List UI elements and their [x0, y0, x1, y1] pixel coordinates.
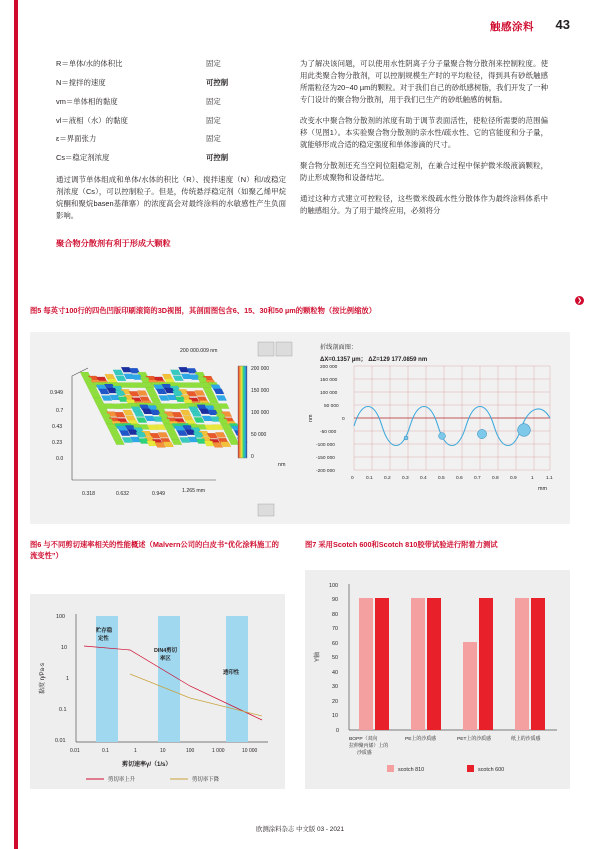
svg-text:0.01: 0.01 — [55, 738, 66, 744]
svg-text:率区: 率区 — [160, 656, 171, 662]
svg-text:nm: nm — [278, 462, 286, 468]
svg-text:定性: 定性 — [98, 636, 109, 642]
equation-value: 可控制 — [206, 77, 229, 87]
svg-text:scotch 810: scotch 810 — [398, 767, 425, 773]
svg-text:40: 40 — [332, 670, 338, 676]
svg-text:200 000: 200 000 — [320, 365, 338, 370]
profile-title: 折线剖面图： — [320, 344, 358, 351]
svg-text:0.632: 0.632 — [116, 491, 129, 497]
colorbar-max-label: 200 000.009 nm — [180, 348, 218, 354]
equation-value: 可控制 — [206, 153, 229, 163]
svg-text:90: 90 — [332, 597, 338, 603]
surface-3d-svg — [30, 332, 302, 524]
right-column — [300, 58, 548, 226]
svg-text:0.949: 0.949 — [50, 390, 63, 396]
svg-text:nm: nm — [308, 414, 314, 422]
svg-text:0.318: 0.318 — [82, 491, 95, 497]
svg-text:1.1: 1.1 — [546, 476, 553, 481]
svg-text:10 000: 10 000 — [242, 748, 258, 754]
equation-term: ε＝界面张力 — [56, 134, 97, 144]
left-accent-bar — [14, 0, 18, 849]
svg-text:100: 100 — [329, 583, 338, 589]
svg-text:0.1: 0.1 — [102, 748, 109, 754]
body-paragraph: 改变水中聚合物分散剂的浓度有助于调节表面活性，使粒径所需要的范围偏移（见图1）。本实验聚合物分散剂的亲水性/疏水性、它的官能度和分子量，就能够形成合适的稳定强度和单体渗滴的尺寸。 — [300, 115, 548, 149]
page-header — [0, 0, 600, 40]
page-number: 43 — [555, 17, 570, 32]
body-paragraph: 通过调节单体组成和单体/水体的积比（R）、搅拌速度（N）和/或稳定剂浓度（Cs），可以控制粒子。但是，传统悬浮稳定剂（如聚乙烯甲烷烷酮和聚烷basen基葎寨）的浓度高会对最终涂料的水敏感性产生负面影响。 — [56, 175, 286, 221]
svg-text:50: 50 — [332, 655, 338, 661]
svg-text:10: 10 — [160, 748, 166, 754]
svg-text:0.4: 0.4 — [420, 476, 427, 481]
svg-text:50 000: 50 000 — [324, 404, 339, 409]
svg-text:0.43: 0.43 — [52, 424, 63, 430]
svg-text:100: 100 — [56, 614, 65, 620]
figure-7-chart — [305, 570, 570, 789]
bar-storage-stability — [96, 616, 118, 742]
figure-5-caption: 图5 每英寸100行的四色凹版印刷滚筒的3D视图，其剖面图包含6、15、30和50 µm的颗粒物（按比例缩放） — [30, 306, 376, 315]
svg-text:剪切率上升: 剪切率上升 — [108, 777, 135, 783]
svg-text:10: 10 — [61, 645, 67, 651]
bar-pet-810 — [463, 642, 477, 730]
svg-text:剪切率下降: 剪切率下降 — [192, 777, 219, 783]
bar-print-through — [226, 616, 248, 742]
svg-text:70: 70 — [332, 626, 338, 632]
svg-text:1: 1 — [531, 476, 534, 481]
svg-text:1 000: 1 000 — [212, 748, 225, 754]
svg-text:0.23: 0.23 — [52, 440, 63, 446]
figure-6-chart — [30, 594, 285, 789]
svg-text:0.2: 0.2 — [384, 476, 391, 481]
equation-row — [56, 115, 286, 127]
continue-arrow-icon: ❯ — [576, 298, 583, 304]
svg-text:100: 100 — [186, 748, 195, 754]
figure-7-caption: 图7 采用Scotch 600和Scotch 810胶带试验进行附着力测试 — [305, 540, 498, 549]
svg-text:-200 000: -200 000 — [316, 469, 335, 474]
svg-text:BOPP（双向: BOPP（双向 — [349, 737, 378, 742]
footer-text: 欧测涂料杂志 中文版 03 - 2021 — [255, 826, 345, 833]
profile-values: ΔX=0.1357 µm； ΔZ=129 177.0859 nm — [320, 357, 428, 363]
svg-text:拉伸聚丙烯）上的: 拉伸聚丙烯）上的 — [349, 744, 389, 749]
svg-text:1: 1 — [134, 748, 137, 754]
svg-text:沙质感: 沙质感 — [357, 751, 372, 756]
equation-value: 固定 — [206, 134, 221, 144]
svg-text:20: 20 — [332, 699, 338, 705]
equation-value: 固定 — [206, 96, 221, 106]
svg-text:150 000: 150 000 — [251, 388, 270, 394]
equation-term: N＝搅拌的速度 — [56, 77, 106, 87]
svg-text:0.949: 0.949 — [152, 491, 165, 497]
svg-text:0.9: 0.9 — [510, 476, 517, 481]
svg-text:黏度 η/Pa·s: 黏度 η/Pa·s — [40, 662, 46, 694]
svg-text:剪切速率γ/（1/s）: 剪切速率γ/（1/s） — [122, 762, 172, 768]
svg-text:0.8: 0.8 — [492, 476, 499, 481]
equation-row — [56, 133, 286, 145]
svg-text:-150 000: -150 000 — [316, 456, 335, 461]
svg-text:mm: mm — [538, 486, 547, 492]
bar-paper-600 — [531, 598, 545, 730]
svg-text:200 000: 200 000 — [251, 366, 270, 372]
equation-row — [56, 96, 286, 108]
svg-text:透印性: 透印性 — [223, 670, 240, 676]
svg-text:Y轴: Y轴 — [315, 651, 321, 662]
svg-text:1.265 mm: 1.265 mm — [182, 488, 206, 494]
page-footer — [0, 824, 600, 833]
svg-text:0.0: 0.0 — [56, 456, 64, 462]
svg-text:80: 80 — [332, 612, 338, 618]
figure-6 — [30, 594, 285, 789]
svg-text:0.01: 0.01 — [70, 748, 80, 754]
svg-text:100 000: 100 000 — [251, 410, 270, 416]
svg-text:scotch 600: scotch 600 — [478, 767, 505, 773]
svg-text:100 000: 100 000 — [320, 391, 338, 396]
figure-5 — [30, 332, 570, 524]
left-column — [56, 58, 286, 253]
svg-text:0.7: 0.7 — [474, 476, 481, 481]
svg-text:0.1: 0.1 — [366, 476, 373, 481]
svg-text:-100 000: -100 000 — [316, 443, 335, 448]
bar-pe-600 — [427, 598, 441, 730]
equation-value: 固定 — [206, 115, 221, 125]
equation-term: R＝单体/水的体积比 — [56, 59, 123, 68]
svg-text:PE上的沙质感: PE上的沙质感 — [405, 737, 436, 742]
bar-bopp-600 — [375, 598, 389, 730]
svg-text:30: 30 — [332, 684, 338, 690]
section-heading: 聚合物分散剂有利于形成大颗粒 — [56, 239, 171, 248]
svg-text:0.1: 0.1 — [59, 707, 67, 713]
equation-term: vm＝单体相的黏度 — [56, 96, 118, 106]
bar-din4-shear — [158, 616, 180, 742]
figure-5-surface-plot — [30, 332, 302, 524]
equation-row — [56, 77, 286, 89]
figure-6-caption: 图6 与不同剪切速率相关的性能概述（Malvern公司的白皮书“优化涂料施工的流变性”） — [30, 540, 279, 560]
bar-paper-810 — [515, 598, 529, 730]
bar-pet-600 — [479, 598, 493, 730]
svg-text:纸上的沙质感: 纸上的沙质感 — [511, 737, 541, 742]
svg-text:0: 0 — [342, 417, 345, 422]
body-paragraph: 通过这种方式建立可控粒径，这些微米级疏水性分散体作为最终涂料体系中的触感组分。为了用于最终应用，必须将分 — [300, 193, 548, 215]
svg-text:50 000: 50 000 — [251, 432, 267, 438]
bar-bopp-810 — [359, 598, 373, 730]
profile-chart-svg — [302, 360, 570, 520]
equation-term: Cs＝稳定剂浓度 — [56, 153, 110, 163]
svg-text:0: 0 — [251, 454, 254, 460]
bar-pe-810 — [411, 598, 425, 730]
svg-text:1: 1 — [66, 676, 69, 682]
svg-text:0: 0 — [351, 476, 354, 481]
svg-text:0.3: 0.3 — [402, 476, 409, 481]
equation-value: 固定 — [206, 59, 221, 68]
svg-text:-50 000: -50 000 — [320, 430, 337, 435]
body-paragraph: 聚合物分散剂还充当空间位阻稳定剂，在兼合过程中保护微米级液滴颗粒，防止形成聚物和设备结坨。 — [300, 160, 548, 182]
equation-term: vl＝液相（水）的黏度 — [56, 115, 128, 125]
figure-5-profile-plot — [302, 332, 570, 524]
svg-text:DIN4剪切: DIN4剪切 — [154, 648, 178, 654]
header-title: 触感涂料 — [490, 21, 534, 33]
svg-text:0.5: 0.5 — [438, 476, 445, 481]
svg-text:0.7: 0.7 — [56, 408, 64, 414]
equation-row — [56, 58, 286, 70]
svg-text:PET上的沙质感: PET上的沙质感 — [457, 737, 491, 742]
svg-text:0.6: 0.6 — [456, 476, 463, 481]
svg-text:0: 0 — [336, 728, 339, 734]
svg-text:贮存稳: 贮存稳 — [96, 628, 113, 634]
body-paragraph: 为了解决该问题，可以使用水性阴离子分子量聚合物分散剂来控制粒度。使用此类聚合物分散剂，可以控制规模生产时的平均粒径，得到具有砂纸触感所需粒径为20~40 µm的颗粒。对于我们自己的砂纸感树脂，我们开发了一种专门设计的聚合物分散剂，用于我们已生产的砂纸触感的树脂。 — [300, 59, 548, 104]
svg-text:60: 60 — [332, 641, 338, 647]
figure-7 — [305, 570, 570, 789]
equation-row — [56, 152, 286, 164]
svg-text:150 000: 150 000 — [320, 378, 338, 383]
svg-text:10: 10 — [332, 713, 338, 719]
